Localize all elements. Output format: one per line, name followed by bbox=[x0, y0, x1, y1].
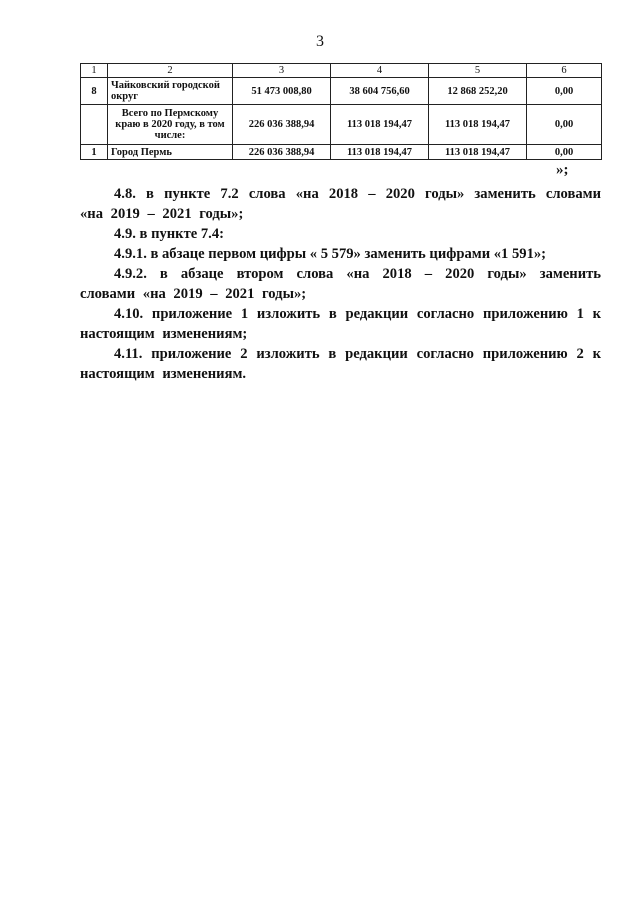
paragraph-4-8: 4.8. в пункте 7.2 слова «на 2018 – 2020 годы» заменить словами «на 2019 – 2021 годы»; bbox=[80, 186, 601, 222]
row-value: 113 018 194,47 bbox=[331, 145, 429, 160]
amendment-text bbox=[80, 184, 601, 384]
row-name: Город Пермь bbox=[108, 145, 233, 160]
row-value: 113 018 194,47 bbox=[331, 105, 429, 145]
row-name: Чайковский городской округ bbox=[108, 78, 233, 105]
row-value: 0,00 bbox=[527, 78, 602, 105]
row-name: Всего по Пермскому краю в 2020 году, в том числе: bbox=[108, 105, 233, 145]
header-cell: 4 bbox=[331, 64, 429, 78]
paragraph-4-9-2: 4.9.2. в абзаце втором слова «на 2018 – 2020 годы» заменить словами «на 2019 – 2021 годы»; bbox=[80, 266, 601, 302]
row-value: 113 018 194,47 bbox=[429, 105, 527, 145]
header-cell: 3 bbox=[233, 64, 331, 78]
row-number bbox=[81, 105, 108, 145]
closing-quote: »; bbox=[556, 162, 569, 178]
row-number: 8 bbox=[81, 78, 108, 105]
row-value: 38 604 756,60 bbox=[331, 78, 429, 105]
header-cell: 5 bbox=[429, 64, 527, 78]
row-value: 51 473 008,80 bbox=[233, 78, 331, 105]
paragraph-4-9-1: 4.9.1. в абзаце первом цифры « 5 579» заменить цифрами «1 591»; bbox=[114, 246, 547, 262]
header-cell: 1 bbox=[81, 64, 108, 78]
paragraph-4-9: 4.9. в пункте 7.4: bbox=[114, 226, 224, 242]
row-value: 226 036 388,94 bbox=[233, 105, 331, 145]
paragraph-4-11: 4.11. приложение 2 изложить в редакции согласно приложению 2 к настоящим изменениям. bbox=[80, 346, 601, 382]
table-row bbox=[81, 105, 602, 145]
table-row bbox=[81, 145, 602, 160]
paragraph-4-10: 4.10. приложение 1 изложить в редакции согласно приложению 1 к настоящим изменениям; bbox=[80, 306, 601, 342]
header-cell: 2 bbox=[108, 64, 233, 78]
row-value: 12 868 252,20 bbox=[429, 78, 527, 105]
row-value: 226 036 388,94 bbox=[233, 145, 331, 160]
budget-table bbox=[80, 63, 602, 160]
page-number: 3 bbox=[316, 33, 324, 50]
row-value: 0,00 bbox=[527, 105, 602, 145]
row-value: 113 018 194,47 bbox=[429, 145, 527, 160]
header-cell: 6 bbox=[527, 64, 602, 78]
row-value: 0,00 bbox=[527, 145, 602, 160]
row-number: 1 bbox=[81, 145, 108, 160]
table-header-row bbox=[81, 64, 602, 78]
table-row bbox=[81, 78, 602, 105]
